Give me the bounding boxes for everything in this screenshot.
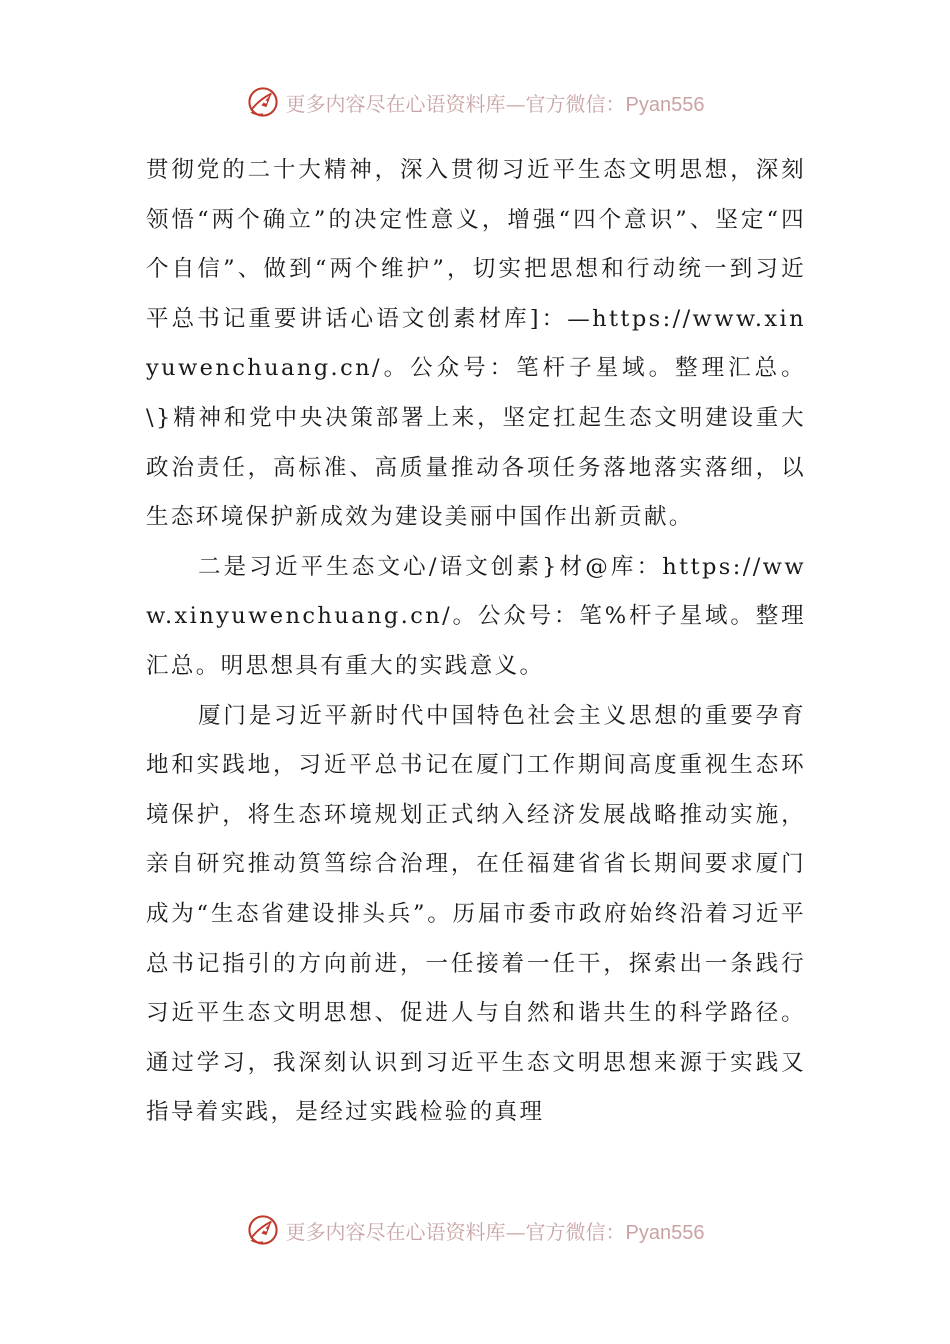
document-body	[146, 146, 806, 1138]
header-banner-text: 更多内容尽在心语资料库—官方微信：Pyan556	[285, 91, 705, 116]
footer-banner-text: 更多内容尽在心语资料库—官方微信：Pyan556	[285, 1219, 705, 1244]
footer-banner	[0, 1210, 950, 1250]
footer-wechat-id: Pyan556	[625, 1221, 705, 1244]
pen-nib-logo-icon	[246, 1213, 280, 1247]
paragraph-1: 贯彻党的二十大精神，深入贯彻习近平生态文明思想，深刻领悟“两个确立”的决定性意义，增强“四个意识”、坚定“四个自信”、做到“两个维护”，切实把思想和行动统一到习近平总书记重要讲话心语文创素材库]：—https://www.xinyuwenchuang.cn/。公众号：笔杆子星域。整理汇总。\}精神和党中央决策部署上来，坚定扛起生态文明建设重大政治责任，高标准、高质量推动各项任务落地落实落细，以生态环境保护新成效为建设美丽中国作出新贡献。	[146, 157, 806, 531]
header-wechat-id: Pyan556	[625, 93, 705, 116]
pen-nib-logo-icon	[246, 85, 280, 119]
header-banner	[0, 82, 950, 122]
paragraph-2: 二是习近平生态文心/语文创素}材@库：https://www.xinyuwenchuang.cn/。公众号：笔%杆子星域。整理汇总。明思想具有重大的实践意义。	[146, 553, 806, 679]
paragraph-3: 厦门是习近平新时代中国特色社会主义思想的重要孕育地和实践地，习近平总书记在厦门工作期间高度重视生态环境保护，将生态环境规划正式纳入经济发展战略推动实施，亲自研究推动筼筜综合治理，在任福建省省长期间要求厦门成为“生态省建设排头兵”。历届市委市政府始终沿着习近平总书记指引的方向前进，一任接着一任干，探索出一条践行习近平生态文明思想、促进人与自然和谐共生的科学路径。通过学习，我深刻认识到习近平生态文明思想来源于实践又指导着实践，是经过实践检验的真理	[146, 702, 806, 1126]
